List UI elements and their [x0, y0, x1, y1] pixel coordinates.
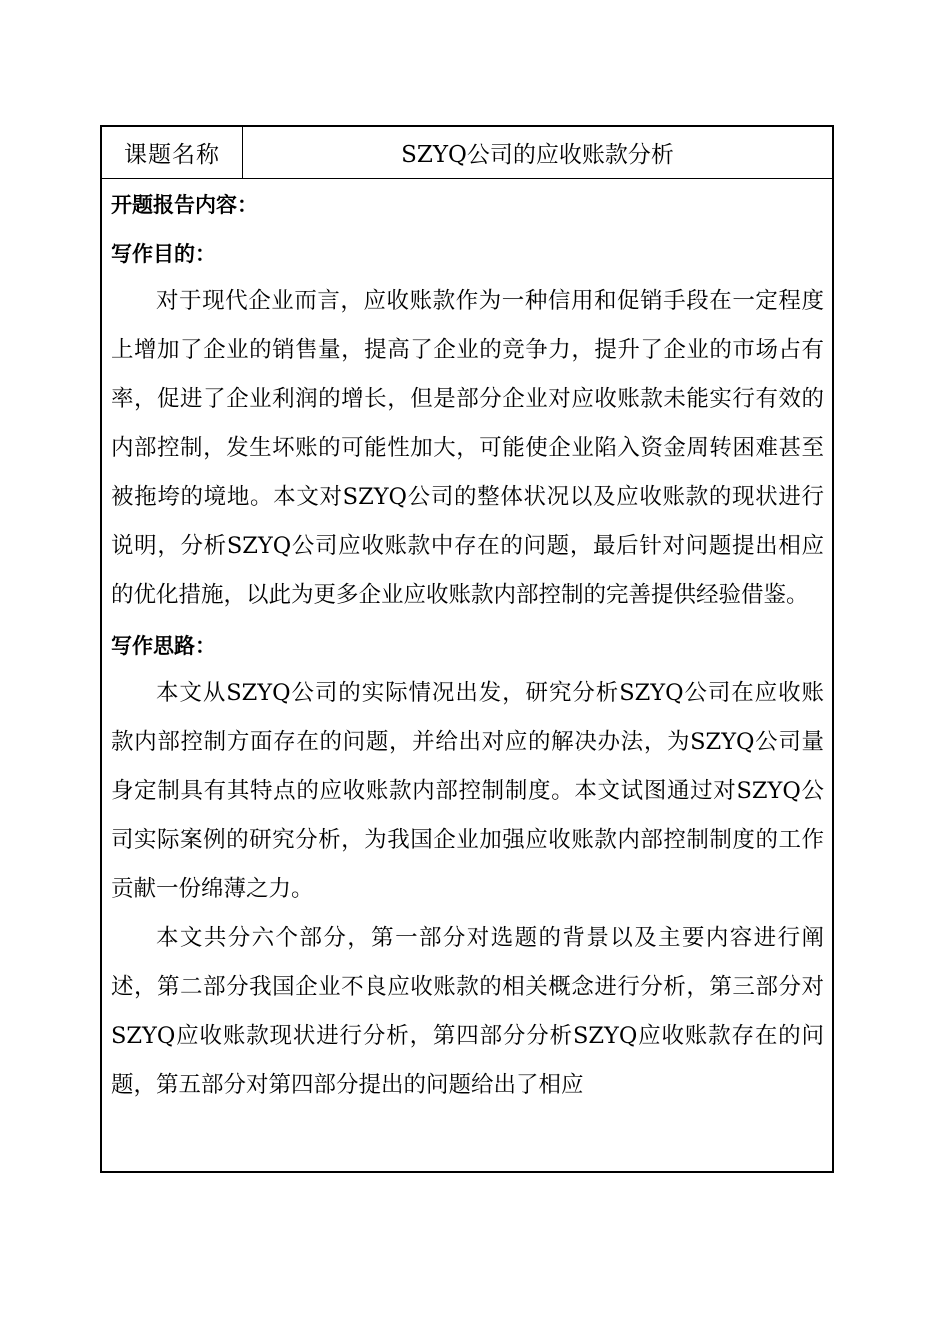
purpose-paragraph: 对于现代企业而言，应收账款作为一种信用和促销手段在一定程度上增加了企业的销售量，提高了企业的竞争力，提升了企业的市场占有率，促进了企业利润的增长，但是部分企业对应收账款未能实行有效的内部控制，发生坏账的可能性加大，可能使企业陷入资金周转困难甚至被拖垮的境地。本文对SZYQ公司的整体状况以及应收账款的现状进行说明，分析SZYQ公司应收账款中存在的问题，最后针对问题提出相应的优化措施，以此为更多企业应收账款内部控制的完善提供经验借鉴。 [111, 288, 824, 608]
report-content-cell [102, 179, 832, 1110]
topic-name-label: 课题名称 [102, 127, 243, 178]
approach-paragraph-2: 本文共分六个部分，第一部分对选题的背景以及主要内容进行阐述，第二部分我国企业不良应收账款的相关概念进行分析，第三部分对SZYQ应收账款现状进行分析，第四部分分析SZYQ应收账款存在的问题，第五部分对第四部分提出的问题给出了相应 [111, 925, 824, 1098]
title-row [102, 127, 832, 179]
report-content-heading: 开题报告内容： [111, 193, 258, 217]
approach-paragraph-1: 本文从SZYQ公司的实际情况出发，研究分析SZYQ公司在应收账款内部控制方面存在的问题，并给出对应的解决办法，为SZYQ公司量身定制具有其特点的应收账款内部控制制度。本文试图通过对SZYQ公司实际案例的研究分析，为我国企业加强应收账款内部控制制度的工作贡献一份绵薄之力。 [111, 680, 824, 902]
topic-name-value: SZYQ公司的应收账款分析 [401, 142, 674, 168]
approach-heading: 写作思路： [111, 634, 216, 658]
proposal-form-table [100, 125, 834, 1173]
purpose-heading: 写作目的： [111, 242, 216, 266]
